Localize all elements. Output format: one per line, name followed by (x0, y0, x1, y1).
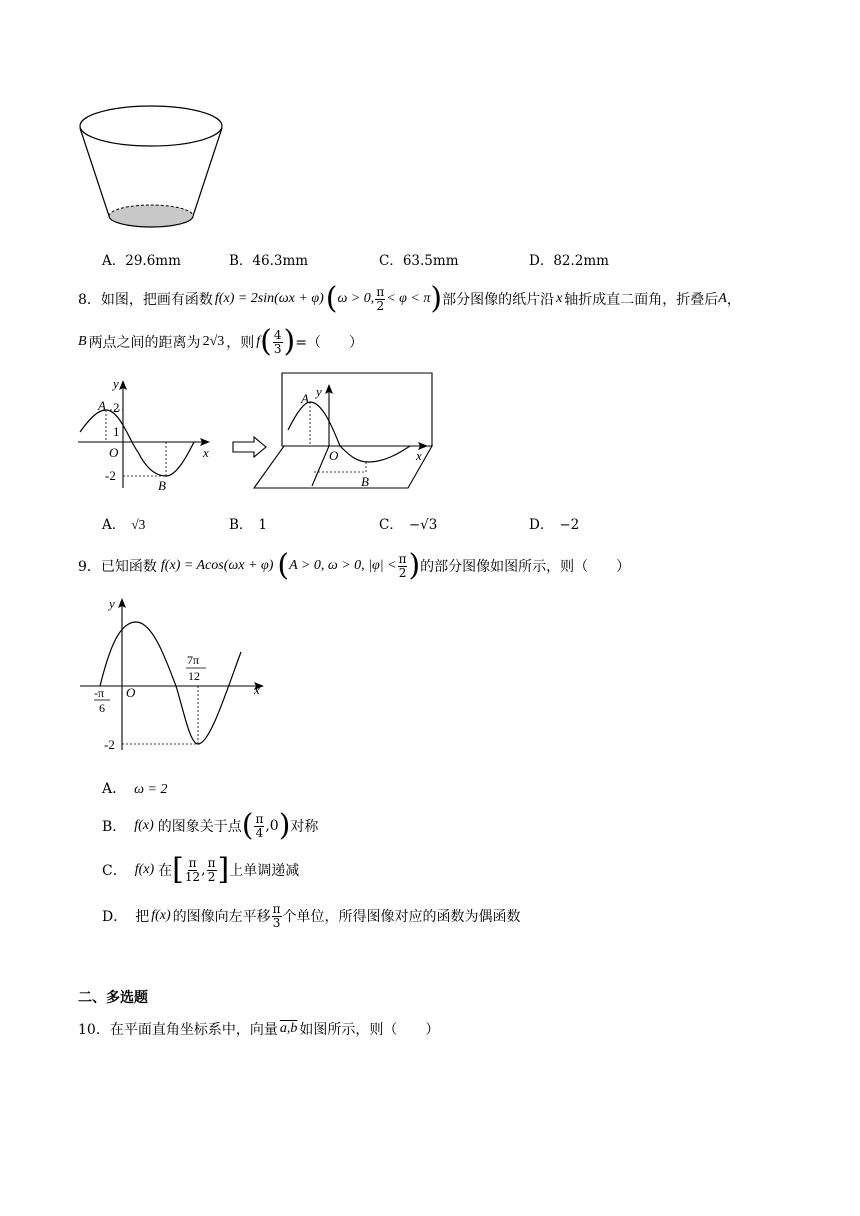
q9-twelve-label: 12 (188, 669, 200, 683)
q9-number: 9． (78, 559, 101, 575)
q7-option-b: B．46.3mm (229, 253, 309, 269)
q9-option-d-text-a: 把 (135, 909, 150, 925)
q8-right-curve-vertical (288, 402, 340, 446)
q8-option-c-value: −√3 (408, 517, 438, 533)
q8-right-a-label: A (301, 391, 309, 406)
q9-option-d-text-c: 个单位，所得图像对应的函数为偶函数 (282, 909, 521, 925)
q9-neg-two-label: -2 (104, 737, 115, 752)
q9-option-b-paren-left: ( (241, 808, 254, 843)
q8-left-b-label: B (158, 478, 166, 493)
q9-paren-right: ) (408, 548, 421, 583)
q9-cond-frac-den: 2 (398, 565, 407, 580)
q9-option-b-frac-den: 4 (255, 825, 264, 840)
q8-option-c (379, 513, 437, 533)
q8-option-d-value: −2 (559, 517, 580, 533)
q8-right-b-label: B (361, 474, 369, 489)
q8-arg-frac-den: 3 (273, 341, 282, 356)
q8-arg-paren-right: ) (283, 324, 296, 359)
q9-graph (76, 594, 272, 752)
q8-option-b-label: B． (229, 517, 253, 533)
q8-f-label: f (256, 334, 261, 349)
q8-text-c: 轴折成直二面角，折叠后 (564, 292, 719, 308)
q9-option-b-paren-right: ) (278, 808, 291, 843)
q8-text-b: 部分图像的纸片沿 (442, 292, 555, 308)
q9-option-b-text-b: 对称 (290, 819, 319, 835)
q9-option-c (102, 850, 299, 890)
q9-cond-frac-num: π (398, 551, 407, 566)
q8-line-2 (78, 322, 363, 362)
q9-cond-frac (398, 553, 408, 580)
q9-option-c-frac-2 (207, 857, 217, 884)
q9-option-b-f: f(x) (134, 818, 154, 833)
q10-line (78, 1019, 439, 1039)
q9-o-label: O (126, 685, 136, 700)
q8-option-b-value: 1 (258, 517, 268, 533)
q8-right-horizontal-plane (254, 446, 432, 488)
q8-cond-frac-num: π (376, 284, 385, 299)
q9-text-a: 已知函数 (100, 559, 157, 575)
q9-option-c-bracket-left: [ (172, 852, 184, 887)
q9-curve (100, 622, 241, 744)
section-title: 二、多选题 (78, 990, 148, 1006)
q8-text-a: 如图，把画有函数 (100, 292, 213, 308)
q8-right-graph (250, 370, 440, 494)
q8-cond-frac-den: 2 (376, 298, 385, 313)
q8-a-var: A (718, 291, 727, 306)
q8-option-b (229, 513, 267, 533)
q9-y-label: y (109, 596, 115, 611)
q10-text-b: 如图所示，则（ ） (299, 1022, 440, 1038)
q9-option-d-frac-num: π (272, 901, 281, 916)
q9-option-d (102, 896, 521, 936)
q10-text-a: 在平面直角坐标系中，向量 (109, 1022, 278, 1038)
q8-right-vertical-plane (282, 373, 432, 446)
q9-option-c-bracket-right: ] (217, 852, 230, 887)
q9-option-d-f: f(x) (151, 908, 171, 923)
q9-neg-pi-label: -π (94, 686, 105, 700)
frustum-figure (76, 100, 226, 230)
q9-option-c-label: C． (102, 863, 127, 879)
q9-option-c-frac-1-num: π (188, 855, 197, 870)
q8-text-e: 两点之间的距离为 (88, 335, 201, 351)
q9-cond-a: A > 0, ω > 0, |φ| < (289, 558, 397, 573)
q8-option-a-label: A． (102, 517, 126, 533)
q8-text-f: ，则 (226, 335, 255, 351)
q8-function: f(x) = 2sin(ωx + φ) (214, 291, 324, 306)
q8-left-curve (80, 410, 194, 476)
q8-arg-frac (273, 329, 283, 356)
q8-text-g: =（ ） (295, 335, 363, 351)
q9-option-b-text-a: 的图象关于点 (157, 819, 242, 835)
q8-option-a (102, 513, 145, 533)
q9-six-label: 6 (99, 701, 105, 715)
q8-left-x-label: x (203, 445, 209, 460)
q9-option-c-f: f(x) (134, 862, 155, 877)
q8-distance: 2√3 (202, 334, 225, 349)
q8-cond-a: ω > 0, (337, 291, 375, 306)
q9-text-b: 的部分图像如图所示，则（ ） (420, 559, 631, 575)
q7-option-c: C．63.5mm (379, 253, 459, 269)
q9-option-b-frac (254, 813, 264, 840)
q8-left-one-label: 1 (113, 424, 120, 439)
q8-left-a-label: A (98, 398, 106, 413)
q9-option-b-zero: ,0 (265, 818, 279, 834)
q9-paren-left: ( (277, 548, 290, 583)
q9-x-label: x (254, 682, 260, 697)
q9-option-d-text-b: 的图像向左平移 (172, 909, 271, 925)
q8-arg-paren-left: ( (260, 324, 272, 359)
q8-arg-frac-num: 4 (273, 327, 282, 342)
q8-option-a-value: √3 (131, 517, 146, 532)
q9-option-a-text: ω = 2 (134, 782, 168, 797)
q9-option-c-frac-1 (185, 857, 200, 884)
q8-option-d-label: D． (529, 517, 554, 533)
q8-cond-b: < φ < π (386, 291, 431, 306)
q9-option-c-text-a: 在 (158, 863, 173, 879)
q9-option-b (102, 806, 318, 846)
frustum-top-ellipse (80, 106, 222, 146)
q9-option-d-label: D． (102, 909, 128, 925)
q8-left-graph (76, 374, 222, 494)
frustum-bottom-visible (109, 216, 193, 227)
q7-option-d: D．82.2mm (529, 253, 609, 269)
q9-option-a-label: A． (102, 781, 127, 797)
q9-option-c-frac-2-num: π (207, 855, 216, 870)
q8-paren-right: ) (430, 281, 443, 316)
q8-left-neg-two-label: -2 (105, 468, 116, 483)
q8-right-o-label: O (329, 448, 339, 463)
q9-option-d-frac-den: 3 (272, 915, 281, 930)
q8-left-y-label: y (113, 376, 119, 391)
q9-option-d-frac (272, 903, 282, 930)
q8-option-d (529, 513, 579, 533)
q10-number: 10． (78, 1022, 110, 1038)
q8-number: 8． (78, 292, 101, 308)
q8-left-o-label: O (109, 445, 119, 460)
q9-option-a (102, 778, 167, 798)
q8-option-c-label: C． (379, 517, 403, 533)
q8-text-d: ， (726, 292, 741, 308)
q9-option-c-comma: , (201, 862, 206, 878)
q8-right-y-label: y (316, 384, 322, 399)
q8-x-var: x (556, 291, 563, 306)
frustum-bottom-hidden (109, 205, 193, 216)
q9-option-b-label: B． (102, 819, 127, 835)
q8-right-x-label: x (416, 448, 422, 463)
q9-option-b-frac-num: π (255, 811, 264, 826)
q9-seven-pi-label: 7π (187, 653, 200, 667)
q8-left-two-label: 2 (113, 400, 120, 415)
q9-line-1 (78, 544, 630, 588)
q10-vectors: a,b (279, 1021, 298, 1036)
q8-b-var: B (78, 334, 87, 349)
q7-option-a: A．29.6mm (102, 253, 181, 269)
q9-option-c-text-b: 上单调递减 (229, 863, 300, 879)
q8-line-1 (78, 278, 741, 320)
q9-option-c-frac-2-den: 2 (207, 869, 216, 884)
q9-option-c-frac-1-den: 12 (184, 869, 201, 884)
q9-function: f(x) = Acos(ωx + φ) (160, 558, 274, 573)
q8-paren-left: ( (325, 281, 338, 316)
q8-cond-frac (375, 286, 385, 313)
